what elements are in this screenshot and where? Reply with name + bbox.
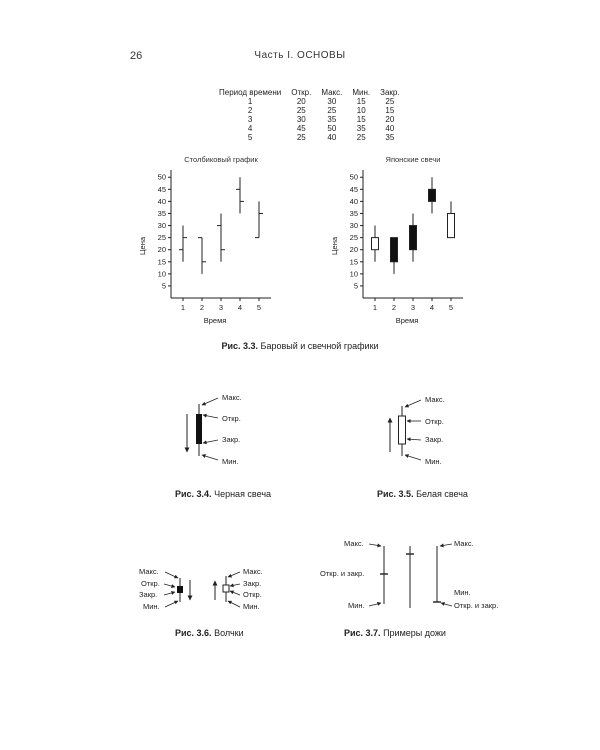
spinning-tops-diagram	[135, 560, 285, 618]
table-cell: 15	[385, 106, 395, 115]
x-tick-label: 3	[410, 303, 416, 312]
table-cell: 30	[296, 115, 306, 124]
x-tick-label: 2	[199, 303, 205, 312]
y-tick-label: 10	[157, 269, 166, 279]
table-body	[214, 97, 405, 142]
table-cell: 50	[327, 124, 337, 133]
y-tick-label: 5	[353, 281, 358, 291]
x-tick-label: 1	[372, 303, 378, 312]
chart-title: Японские свечи	[385, 155, 441, 164]
pointer-high	[202, 398, 218, 405]
caption-text: Волчки	[214, 628, 244, 638]
x-tick-label: 5	[448, 303, 454, 312]
candle-body-5	[448, 213, 455, 237]
label-low: Мин.	[454, 588, 471, 597]
y-tick-label: 40	[349, 196, 358, 206]
pointer-high	[405, 400, 421, 407]
caption-text: Черная свеча	[214, 489, 272, 499]
white-candle-diagram	[378, 388, 468, 470]
column-header: Мин.	[352, 88, 371, 97]
table-cell: 35	[356, 124, 366, 133]
chart-title: Столбиковый график	[184, 155, 258, 164]
caption-number: Рис. 3.4.	[175, 489, 212, 499]
y-tick-label: 5	[161, 281, 166, 291]
y-tick-label: 25	[157, 233, 166, 243]
pointer-close	[164, 592, 175, 595]
x-axis-label: Время	[395, 316, 419, 325]
x-axis-label: Время	[203, 316, 227, 325]
label-low: Мин.	[425, 457, 442, 466]
candle-body-3	[410, 226, 417, 250]
pointer-open	[203, 415, 218, 418]
x-tick-label: 4	[237, 303, 243, 312]
pointer-low	[165, 601, 178, 607]
table-cell: 1	[247, 97, 253, 106]
column-header: Закр.	[380, 88, 400, 97]
y-tick-label: 35	[349, 208, 358, 218]
candle-body	[399, 416, 406, 444]
candle-body	[196, 414, 202, 444]
y-tick-label: 20	[349, 245, 358, 255]
label-high: Макс.	[139, 567, 159, 576]
pointer-open	[230, 591, 240, 595]
pointer-high	[165, 572, 178, 578]
table-cell: 30	[327, 97, 337, 106]
pointer-close	[407, 439, 421, 440]
label-close: Закр.	[425, 435, 444, 444]
column-header: Макс.	[321, 88, 343, 97]
black-candle-diagram	[175, 388, 265, 470]
candle-body-1	[372, 238, 379, 250]
y-tick-label: 35	[157, 208, 166, 218]
y-tick-label: 45	[157, 184, 166, 194]
label-low: Мин.	[222, 457, 239, 466]
label-low: Мин.	[243, 602, 260, 611]
table-row	[214, 97, 405, 106]
column-header: Период времени	[219, 88, 282, 97]
label-close: Закр.	[222, 435, 241, 444]
caption-text: Баровый и свечной графики	[260, 341, 379, 351]
y-axis-label: Цена	[330, 236, 339, 256]
table-cell: 25	[296, 106, 306, 115]
table-cell: 40	[327, 133, 337, 142]
y-tick-label: 10	[349, 269, 358, 279]
x-tick-label: 5	[256, 303, 262, 312]
table-cell: 45	[296, 124, 306, 133]
candle-body-2	[391, 238, 398, 262]
label-open: Откр.	[222, 414, 241, 423]
table-cell: 35	[385, 133, 395, 142]
pointer-open-close	[441, 603, 452, 606]
label-open-close: Откр. и закр.	[454, 601, 499, 610]
label-close: Закр.	[243, 579, 262, 588]
table-cell: 25	[327, 106, 337, 115]
y-tick-label: 30	[349, 221, 358, 231]
label-high: Макс.	[222, 393, 242, 402]
table-cell: 3	[247, 115, 253, 124]
table-row	[214, 115, 405, 124]
table-cell: 4	[247, 124, 253, 133]
figure-caption-3-5	[377, 489, 468, 499]
pointer-high	[369, 544, 381, 546]
y-tick-label: 50	[157, 172, 166, 182]
caption-number: Рис. 3.6.	[175, 628, 212, 638]
table-cell: 35	[327, 115, 337, 124]
y-tick-label: 15	[157, 257, 166, 267]
label-low: Мин.	[143, 602, 160, 611]
y-tick-label: 40	[157, 196, 166, 206]
y-tick-label: 15	[349, 257, 358, 267]
table-cell: 15	[356, 115, 366, 124]
table-cell: 40	[385, 124, 395, 133]
y-tick-label: 45	[349, 184, 358, 194]
table-header-row	[214, 88, 405, 97]
caption-number: Рис. 3.7.	[344, 628, 381, 638]
price-table	[214, 88, 405, 142]
column-header: Откр.	[291, 88, 312, 97]
y-tick-label: 20	[157, 245, 166, 255]
y-tick-label: 30	[157, 221, 166, 231]
label-low: Мин.	[348, 601, 365, 610]
pointer-open	[164, 584, 175, 587]
pointer-close	[203, 440, 218, 443]
table-cell: 5	[247, 133, 253, 142]
y-tick-label: 25	[349, 233, 358, 243]
caption-text: Белая свеча	[416, 489, 468, 499]
label-high: Макс.	[454, 539, 474, 548]
label-open: Откр.	[243, 590, 262, 599]
label-open-close: Откр. и закр.	[320, 569, 365, 578]
doji-examples-diagram	[318, 532, 508, 612]
x-tick-label: 2	[391, 303, 397, 312]
page-number: 26	[130, 50, 143, 62]
pointer-high	[228, 572, 240, 577]
figure-caption-3-6	[175, 628, 244, 638]
x-tick-label: 4	[429, 303, 435, 312]
table-row	[214, 133, 405, 142]
pointer-low	[228, 601, 240, 607]
label-open: Откр.	[425, 417, 444, 426]
ohlc-bar-chart	[135, 150, 295, 330]
caption-text: Примеры дожи	[383, 628, 446, 638]
table-cell: 2	[247, 106, 253, 115]
label-close: Закр.	[139, 590, 158, 599]
caption-number: Рис. 3.5.	[377, 489, 414, 499]
running-title: Часть I. ОСНОВЫ	[254, 50, 346, 61]
table-row	[214, 124, 405, 133]
caption-number: Рис. 3.3.	[221, 341, 259, 351]
y-axis-label: Цена	[138, 236, 147, 256]
table-row	[214, 106, 405, 115]
figure-caption-3-7	[344, 628, 446, 638]
candle-body-black	[177, 586, 183, 593]
label-high: Макс.	[243, 567, 263, 576]
x-tick-label: 3	[218, 303, 224, 312]
pointer-low	[369, 603, 381, 606]
table-cell: 20	[385, 115, 395, 124]
candle-body-4	[429, 189, 436, 201]
pointer-close	[230, 584, 240, 586]
label-open: Откр.	[141, 579, 160, 588]
pointer-high	[440, 544, 452, 546]
label-high: Макс.	[344, 539, 364, 548]
table-cell: 15	[356, 97, 366, 106]
table-cell: 25	[385, 97, 395, 106]
table-cell: 25	[296, 133, 306, 142]
figure-caption-3-4	[175, 489, 271, 499]
figure-caption-3-3	[0, 341, 600, 351]
candlestick-chart	[327, 150, 487, 330]
pointer-low	[405, 455, 421, 460]
table-cell: 20	[296, 97, 306, 106]
candle-body-white	[223, 585, 229, 592]
label-high: Макс.	[425, 395, 445, 404]
y-tick-label: 50	[349, 172, 358, 182]
pointer-low	[202, 455, 218, 460]
table-cell: 25	[356, 133, 366, 142]
x-tick-label: 1	[180, 303, 186, 312]
table-cell: 10	[356, 106, 366, 115]
